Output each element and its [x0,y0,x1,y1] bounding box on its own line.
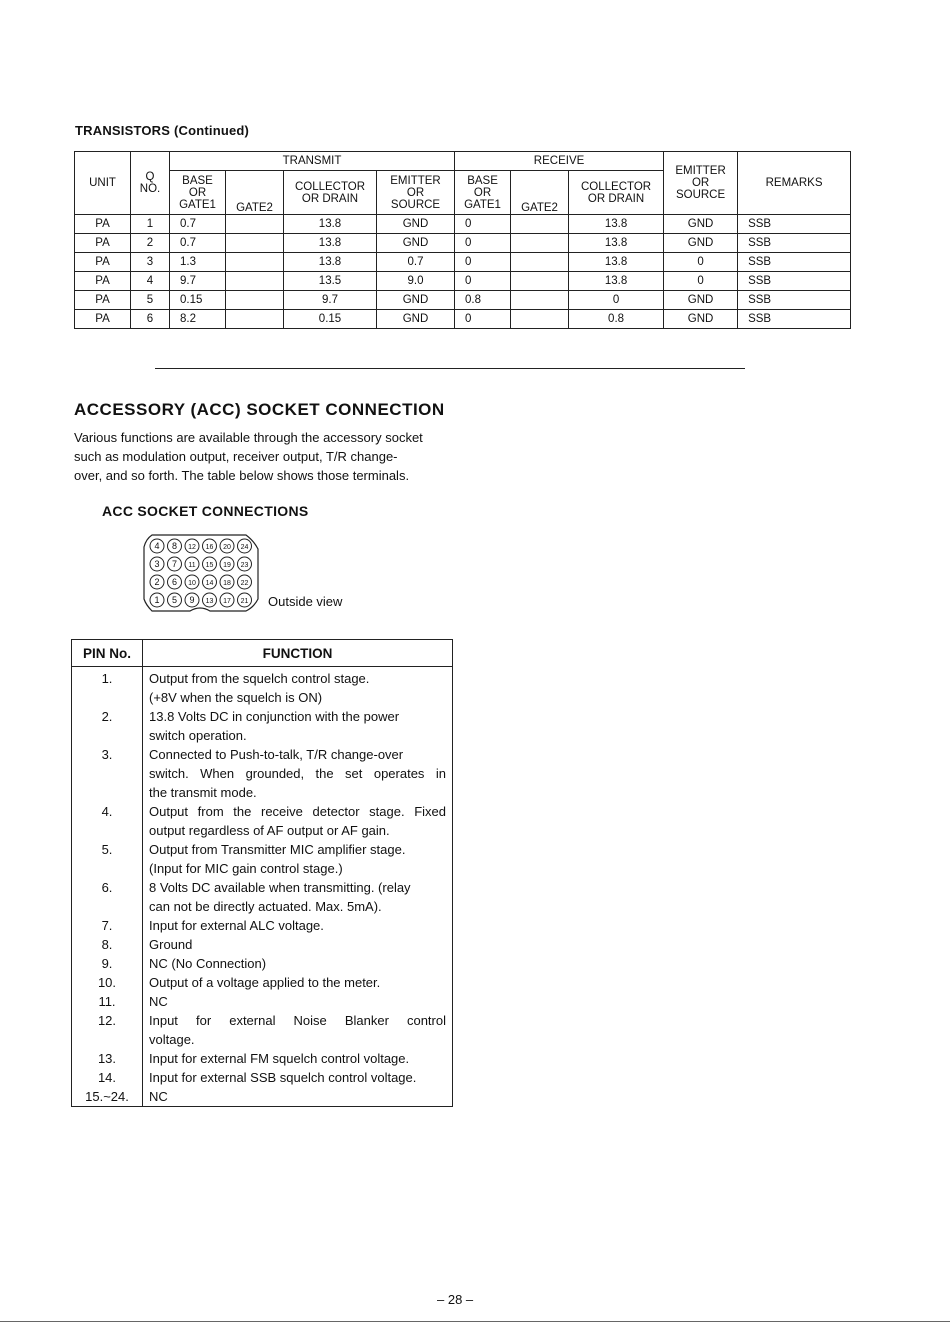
socket-pin-label: 18 [223,580,231,587]
socket-pin-label: 21 [240,598,249,605]
cell-t-base: 0.7 [170,215,226,234]
page-bottom-rule [0,1321,950,1322]
pin-function-line: output regardless of AF output or AF gain. [149,823,390,838]
pin-function-line: Output from the squelch control stage. [149,671,370,686]
header-receive: RECEIVE [455,152,664,171]
cell-t-gate2 [226,272,284,291]
pin-row [72,935,453,954]
header-transmit: TRANSMIT [170,152,455,171]
cell-remarks: SSB [738,310,851,329]
cell-r-collector: 13.8 [569,272,664,291]
cell-remarks: SSB [738,234,851,253]
socket-pin-label: 24 [240,544,249,551]
cell-r-collector: 13.8 [569,253,664,272]
cell-unit: PA [75,234,131,253]
cell-r-emitter: GND [664,215,738,234]
cell-t-emitter: GND [377,310,455,329]
pin-function-line: Input for external FM squelch control voltage. [149,1051,410,1066]
cell-t-gate2 [226,234,284,253]
cell-q: 6 [131,310,170,329]
cell-r-base: 0 [455,310,511,329]
cell-r-base: 0 [455,234,511,253]
header-r-gate2: GATE2 [511,171,569,215]
header-q-no-text: Q NO. [139,171,161,195]
header-t-gate2: GATE2 [226,171,284,215]
cell-remarks: SSB [738,291,851,310]
cell-t-emitter: 9.0 [377,272,455,291]
cell-r-gate2 [511,272,569,291]
socket-pin-label: 1 [154,595,160,605]
pin-function [143,973,453,992]
pin-row [72,802,453,840]
page-number: – 28 – [437,1292,474,1307]
pin-function-table [71,639,453,1107]
cell-t-collector: 13.8 [284,253,377,272]
pin-number: 3. [72,745,143,802]
pin-function [143,992,453,1011]
pin-function-line: Input for external Noise Blanker control [149,1013,446,1028]
header-t-emitter [377,171,455,215]
pin-number: 10. [72,973,143,992]
socket-caption: Outside view [268,594,343,609]
socket-pin-label: 11 [188,562,196,569]
socket-pin-label: 23 [240,562,249,569]
cell-r-emitter: GND [664,291,738,310]
acc-socket-diagram [140,533,264,613]
pin-row [72,1011,453,1049]
pin-function [143,1049,453,1068]
pin-row [72,667,453,708]
cell-q: 2 [131,234,170,253]
pin-function-line: can not be directly actuated. Max. 5mA). [149,899,382,914]
pin-function-line: NC [149,994,168,1009]
cell-r-emitter: 0 [664,253,738,272]
socket-pin-label: 8 [171,541,178,551]
socket-pin-label: 22 [240,580,249,587]
pin-function-line: NC (No Connection) [149,956,267,971]
pin-row [72,840,453,878]
pin-row [72,916,453,935]
header-t-base [170,171,226,215]
header-r-collector [569,171,664,215]
pin-function-line: switch. When grounded, the set operates in [149,766,446,781]
cell-t-base: 8.2 [170,310,226,329]
transistors-title: TRANSISTORS (Continued) [75,123,250,138]
pin-function [143,1011,453,1049]
socket-pin-label: 14 [205,580,214,587]
pin-function-line: 8 Volts DC available when transmitting. (relay [149,880,411,895]
cell-t-emitter: GND [377,234,455,253]
socket-pin-label: 2 [154,577,160,587]
cell-r-base: 0 [455,215,511,234]
pin-function-line: Output from Transmitter MIC amplifier stage. [149,842,406,857]
pin-function [143,954,453,973]
pin-row [72,973,453,992]
pin-function [143,935,453,954]
socket-pin-label: 17 [223,598,231,605]
table-row [75,253,851,272]
header-t-base-text: BASE OR GATE1 [179,174,216,211]
header-t-emitter-text: EMITTER OR SOURCE [390,174,441,211]
socket-pin-label: 16 [205,544,214,551]
cell-remarks: SSB [738,215,851,234]
pin-number: 9. [72,954,143,973]
cell-r-base: 0 [455,253,511,272]
pin-function-line: Input for external SSB squelch control voltage. [149,1070,417,1085]
pin-function-line: Ground [149,937,193,952]
pin-function-line: Input for external ALC voltage. [149,918,324,933]
pin-row [72,707,453,745]
pin-row [72,1087,453,1107]
pin-number: 5. [72,840,143,878]
cell-t-collector: 0.15 [284,310,377,329]
socket-pin-label: 3 [154,559,160,569]
cell-remarks: SSB [738,253,851,272]
header-t-collector [284,171,377,215]
cell-remarks: SSB [738,272,851,291]
pin-function-line: (+8V when the squelch is ON) [149,690,323,705]
header-remarks: REMARKS [738,152,851,215]
cell-unit: PA [75,253,131,272]
cell-r-base: 0 [455,272,511,291]
cell-q: 5 [131,291,170,310]
pin-function [143,1087,453,1107]
intro-line: Various functions are available through the accessory socket [74,430,423,445]
cell-t-gate2 [226,253,284,272]
cell-r-gate2 [511,310,569,329]
pin-number: 15.~24. [72,1087,143,1107]
cell-q: 1 [131,215,170,234]
pin-function-line: Connected to Push-to-talk, T/R change-over [149,747,404,762]
pin-row [72,1068,453,1087]
cell-r-collector: 13.8 [569,234,664,253]
header-q-no [131,152,170,215]
pin-function [143,916,453,935]
cell-t-collector: 9.7 [284,291,377,310]
socket-pin-label: 6 [171,577,178,587]
pin-function [143,840,453,878]
header-pin-no: PIN No. [72,640,143,667]
pin-function-line: 13.8 Volts DC in conjunction with the power [149,709,400,724]
pin-function-line: switch operation. [149,728,247,743]
cell-t-base: 9.7 [170,272,226,291]
pin-row [72,954,453,973]
pin-function [143,667,453,708]
pin-function-line: the transmit mode. [149,785,257,800]
header-r-emitter [664,152,738,215]
cell-q: 4 [131,272,170,291]
cell-r-gate2 [511,215,569,234]
pin-function [143,878,453,916]
pin-number: 14. [72,1068,143,1087]
cell-t-emitter: 0.7 [377,253,455,272]
pin-number: 6. [72,878,143,916]
cell-t-collector: 13.8 [284,234,377,253]
pin-function-line: Output from the receive detector stage. Fixed [149,804,446,819]
intro-line: over, and so forth. The table below shows those terminals. [74,468,410,483]
pin-function-line: voltage. [149,1032,195,1047]
pin-row [72,1049,453,1068]
header-r-emitter-text: EMITTER OR SOURCE [675,165,726,201]
pin-number: 2. [72,707,143,745]
cell-t-base: 1.3 [170,253,226,272]
socket-pin-label: 5 [171,595,178,605]
socket-pin-label: 13 [205,598,214,605]
pin-function [143,707,453,745]
pin-function-line: (Input for MIC gain control stage.) [149,861,343,876]
pin-function [143,1068,453,1087]
cell-t-collector: 13.5 [284,272,377,291]
intro-line: such as modulation output, receiver output, T/R change- [74,449,398,464]
cell-r-base: 0.8 [455,291,511,310]
cell-r-emitter: GND [664,310,738,329]
pin-function [143,745,453,802]
pin-function-line: NC [149,1089,168,1104]
transistors-table [74,151,851,329]
pin-number: 7. [72,916,143,935]
cell-r-emitter: 0 [664,272,738,291]
pin-number: 8. [72,935,143,954]
socket-pin-label: 20 [223,544,231,551]
cell-t-emitter: GND [377,215,455,234]
socket-pin-label: 15 [205,562,214,569]
cell-t-base: 0.7 [170,234,226,253]
pin-number: 12. [72,1011,143,1049]
socket-pin-label: 4 [154,541,160,551]
socket-pin-label: 9 [189,595,195,605]
cell-r-collector: 0 [569,291,664,310]
accessory-title: ACCESSORY (ACC) SOCKET CONNECTION [74,400,445,419]
cell-r-gate2 [511,234,569,253]
pin-number: 11. [72,992,143,1011]
accessory-intro [74,428,464,485]
socket-pin-label: 7 [171,559,178,569]
cell-unit: PA [75,291,131,310]
pin-row [72,992,453,1011]
cell-r-gate2 [511,253,569,272]
table-row [75,272,851,291]
cell-r-emitter: GND [664,234,738,253]
pin-function [143,802,453,840]
cell-t-gate2 [226,291,284,310]
header-unit: UNIT [75,152,131,215]
cell-t-emitter: GND [377,291,455,310]
header-r-base-text: BASE OR GATE1 [464,174,501,211]
cell-q: 3 [131,253,170,272]
cell-unit: PA [75,215,131,234]
pin-row [72,878,453,916]
cell-t-gate2 [226,215,284,234]
table-row [75,234,851,253]
pin-number: 13. [72,1049,143,1068]
socket-pin-label: 19 [223,562,231,569]
socket-pin-label: 12 [188,544,196,551]
acc-socket-title: ACC SOCKET CONNECTIONS [102,503,309,519]
header-r-collector-text: COLLECTOR OR DRAIN [581,180,652,205]
socket-pin-label: 10 [188,580,196,587]
table-row [75,215,851,234]
pin-number: 1. [72,667,143,708]
cell-r-collector: 0.8 [569,310,664,329]
section-divider [155,368,745,369]
table-row [75,291,851,310]
cell-unit: PA [75,272,131,291]
table-row [75,310,851,329]
pin-row [72,745,453,802]
header-r-base [455,171,511,215]
socket-pins [150,539,252,607]
header-t-collector-text: COLLECTOR OR DRAIN [294,180,366,205]
header-function: FUNCTION [143,640,453,667]
cell-r-collector: 13.8 [569,215,664,234]
cell-t-collector: 13.8 [284,215,377,234]
cell-t-gate2 [226,310,284,329]
cell-t-base: 0.15 [170,291,226,310]
pin-function-line: Output of a voltage applied to the meter. [149,975,381,990]
cell-r-gate2 [511,291,569,310]
pin-number: 4. [72,802,143,840]
cell-unit: PA [75,310,131,329]
